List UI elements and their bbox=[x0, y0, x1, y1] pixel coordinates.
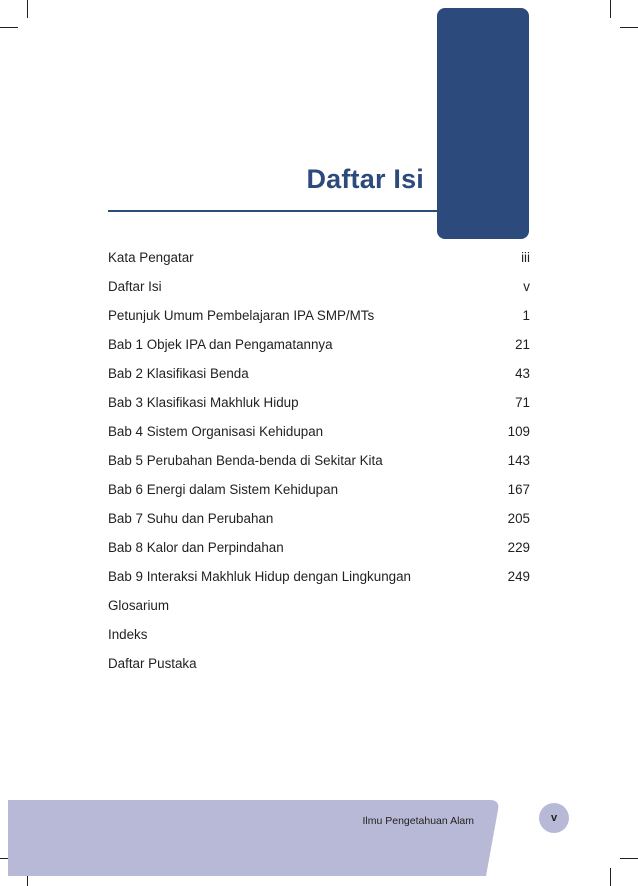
page-title: Daftar Isi bbox=[306, 164, 424, 194]
crop-mark bbox=[27, 0, 28, 18]
toc-entry[interactable] bbox=[108, 366, 530, 395]
toc-entry-label: Bab 4 Sistem Organisasi Kehidupan bbox=[108, 424, 324, 439]
crop-mark bbox=[610, 0, 611, 18]
crop-mark bbox=[620, 27, 638, 28]
page-number: v bbox=[550, 812, 558, 824]
toc-entry-page: 109 bbox=[507, 424, 530, 439]
toc-entry-page: 1 bbox=[522, 308, 530, 323]
toc-entry[interactable] bbox=[108, 395, 530, 424]
toc-entry-label: Bab 5 Perubahan Benda-benda di Sekitar Kita bbox=[108, 453, 383, 468]
toc-entry-page: 205 bbox=[507, 511, 530, 526]
toc-entry-label: Daftar Isi bbox=[108, 279, 162, 294]
toc-entry[interactable] bbox=[108, 337, 530, 366]
toc-entry-label: Indeks bbox=[108, 627, 148, 642]
toc-entry[interactable] bbox=[108, 569, 530, 598]
crop-mark bbox=[0, 27, 18, 28]
toc-entry-label: Glosarium bbox=[108, 598, 170, 613]
toc-entry[interactable] bbox=[108, 540, 530, 569]
table-of-contents bbox=[108, 250, 530, 685]
toc-entry-page: 143 bbox=[507, 453, 530, 468]
toc-entry[interactable] bbox=[108, 453, 530, 482]
chapter-tab bbox=[437, 8, 529, 239]
toc-entry-page: 229 bbox=[507, 540, 530, 555]
toc-entry-label: Bab 1 Objek IPA dan Pengamatannya bbox=[108, 337, 333, 352]
toc-entry-label: Bab 6 Energi dalam Sistem Kehidupan bbox=[108, 482, 339, 497]
toc-entry[interactable] bbox=[108, 424, 530, 453]
toc-entry-page: 167 bbox=[507, 482, 530, 497]
toc-entry-page: iii bbox=[521, 250, 530, 265]
toc-entry[interactable] bbox=[108, 627, 530, 656]
toc-entry[interactable] bbox=[108, 308, 530, 337]
toc-entry-page: v bbox=[523, 279, 530, 294]
toc-entry-label: Bab 9 Interaksi Makhluk Hidup dengan Lingkungan bbox=[108, 569, 411, 584]
toc-entry-label: Bab 8 Kalor dan Perpindahan bbox=[108, 540, 284, 555]
crop-mark bbox=[610, 868, 611, 886]
toc-entry-label: Bab 2 Klasifikasi Benda bbox=[108, 366, 249, 381]
toc-entry[interactable] bbox=[108, 598, 530, 627]
toc-entry-page: 71 bbox=[515, 395, 530, 410]
toc-entry[interactable] bbox=[108, 279, 530, 308]
toc-entry[interactable] bbox=[108, 250, 530, 279]
toc-entry[interactable] bbox=[108, 656, 530, 685]
title-underline bbox=[108, 210, 438, 212]
toc-entry-page: 249 bbox=[507, 569, 530, 584]
toc-entry-label: Daftar Pustaka bbox=[108, 656, 197, 671]
footer-band bbox=[8, 800, 500, 876]
footer-book-title: Ilmu Pengetahuan Alam bbox=[362, 815, 474, 827]
toc-entry-page: 43 bbox=[515, 366, 530, 381]
toc-entry-label: Bab 3 Klasifikasi Makhluk Hidup bbox=[108, 395, 299, 410]
crop-mark bbox=[620, 858, 638, 859]
toc-entry-label: Kata Pengatar bbox=[108, 250, 194, 265]
toc-entry-label: Petunjuk Umum Pembelajaran IPA SMP/MTs bbox=[108, 308, 375, 323]
toc-entry-label: Bab 7 Suhu dan Perubahan bbox=[108, 511, 274, 526]
toc-entry-page: 21 bbox=[515, 337, 530, 352]
page-number-badge bbox=[539, 803, 569, 833]
toc-entry[interactable] bbox=[108, 482, 530, 511]
toc-entry[interactable] bbox=[108, 511, 530, 540]
